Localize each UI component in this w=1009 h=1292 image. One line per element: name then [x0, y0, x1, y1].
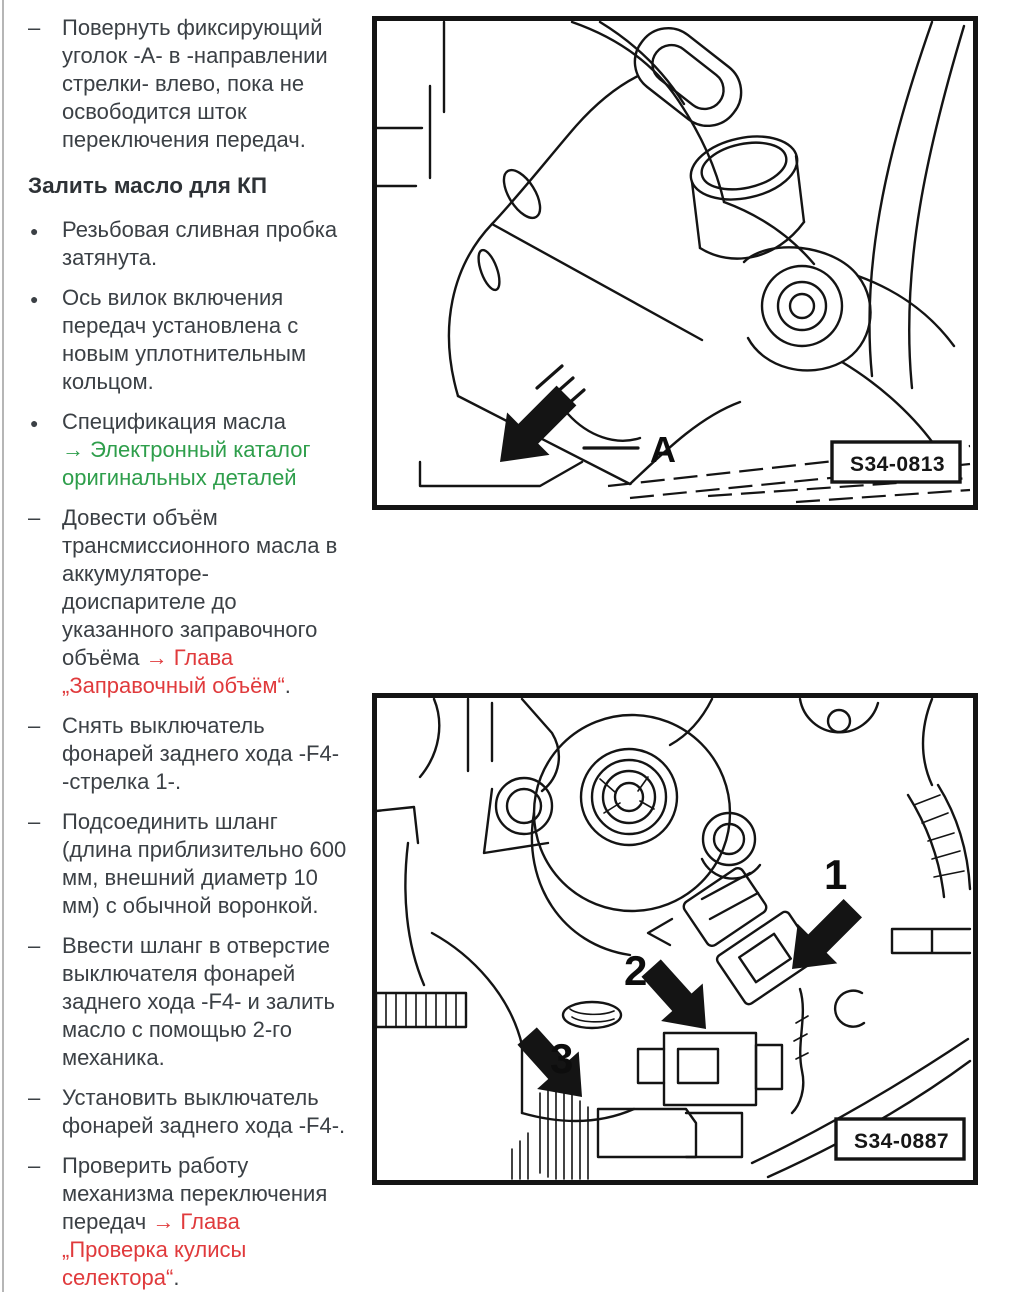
bullet-marker: ●	[30, 291, 39, 307]
callout-label-1: 1	[824, 851, 848, 898]
callout-label-3: 3	[550, 1035, 574, 1082]
instruction-step	[28, 1152, 350, 1292]
dash-marker: –	[28, 713, 41, 738]
callout-label-2: 2	[624, 947, 648, 994]
dash-marker: –	[28, 933, 41, 958]
condition-text	[62, 408, 348, 492]
step-text: Ввести шланг в отверстие выключателя фонарей заднего хода -F4- и залить масло с помощью 2-го механика.	[62, 933, 335, 1070]
dash-marker: –	[28, 505, 41, 530]
step-text-part: Довести объём трансмиссионного масла в аккумуляторе-доиспарителе до указанного заправочного объёма	[62, 505, 338, 670]
dash-marker: –	[28, 15, 41, 40]
bullet-marker: ●	[30, 223, 39, 239]
step-text-suffix: .	[173, 1265, 180, 1290]
figure-top-illustration	[372, 16, 978, 510]
callout-arrow-1-icon	[772, 888, 872, 988]
condition-item	[28, 408, 350, 492]
link-chapter-filling-volume[interactable]: → Глава „Заправочный объём“	[62, 645, 285, 698]
drawing-code: S34-0887	[854, 1130, 950, 1153]
drawing-code: S34-0813	[850, 453, 946, 476]
condition-text-part: Спецификация масла	[62, 409, 287, 434]
link-chapter-selector-check[interactable]: → Глава „Проверка кулисы селектора“	[62, 1209, 247, 1290]
dash-marker: –	[28, 809, 41, 834]
step-text	[62, 1152, 348, 1292]
bullet-marker: ●	[30, 415, 39, 431]
step-text-part: Проверить работу механизма переключения передач	[62, 1153, 328, 1234]
instruction-step	[28, 14, 350, 154]
section-heading: Залить масло для КП	[28, 173, 268, 198]
condition-item	[28, 284, 350, 396]
left-border-rule	[2, 0, 4, 1292]
line-art	[376, 16, 964, 486]
dash-marker: –	[28, 1153, 41, 1178]
figure-bottom-illustration	[372, 693, 978, 1185]
condition-text: Ось вилок включения передач установлена с новым уплотнительным кольцом.	[62, 285, 307, 394]
condition-item	[28, 216, 350, 272]
step-text: Подсоединить шланг (длина приблизительно 600 мм, внешний диаметр 10 мм) с обычной воронкой.	[62, 809, 347, 918]
instruction-step	[28, 808, 350, 920]
figure-reverse-light-switch	[372, 693, 978, 1185]
instruction-step	[28, 712, 350, 796]
instructions-column	[28, 14, 350, 1292]
step-text	[62, 504, 348, 700]
dash-marker: –	[28, 1085, 41, 1110]
instruction-step	[28, 1084, 350, 1140]
step-text: Установить выключатель фонарей заднего хода -F4-.	[62, 1085, 346, 1138]
condition-text: Резьбовая сливная пробка затянута.	[62, 217, 338, 270]
step-text: Снять выключатель фонарей заднего хода -F4- -стрелка 1-.	[62, 713, 340, 794]
figure-locking-bracket	[372, 16, 978, 510]
instruction-step	[28, 932, 350, 1072]
instruction-step	[28, 504, 350, 700]
step-text-suffix: .	[284, 673, 291, 698]
line-art	[376, 699, 970, 1179]
step-text: Повернуть фиксирующий уголок -A- в -направлении стрелки- влево, пока не освободится шток переключения передач.	[62, 15, 328, 152]
callout-label-a: A	[650, 429, 676, 470]
link-electronic-parts-catalog[interactable]: → Электронный каталог оригинальных деталей	[62, 437, 311, 490]
